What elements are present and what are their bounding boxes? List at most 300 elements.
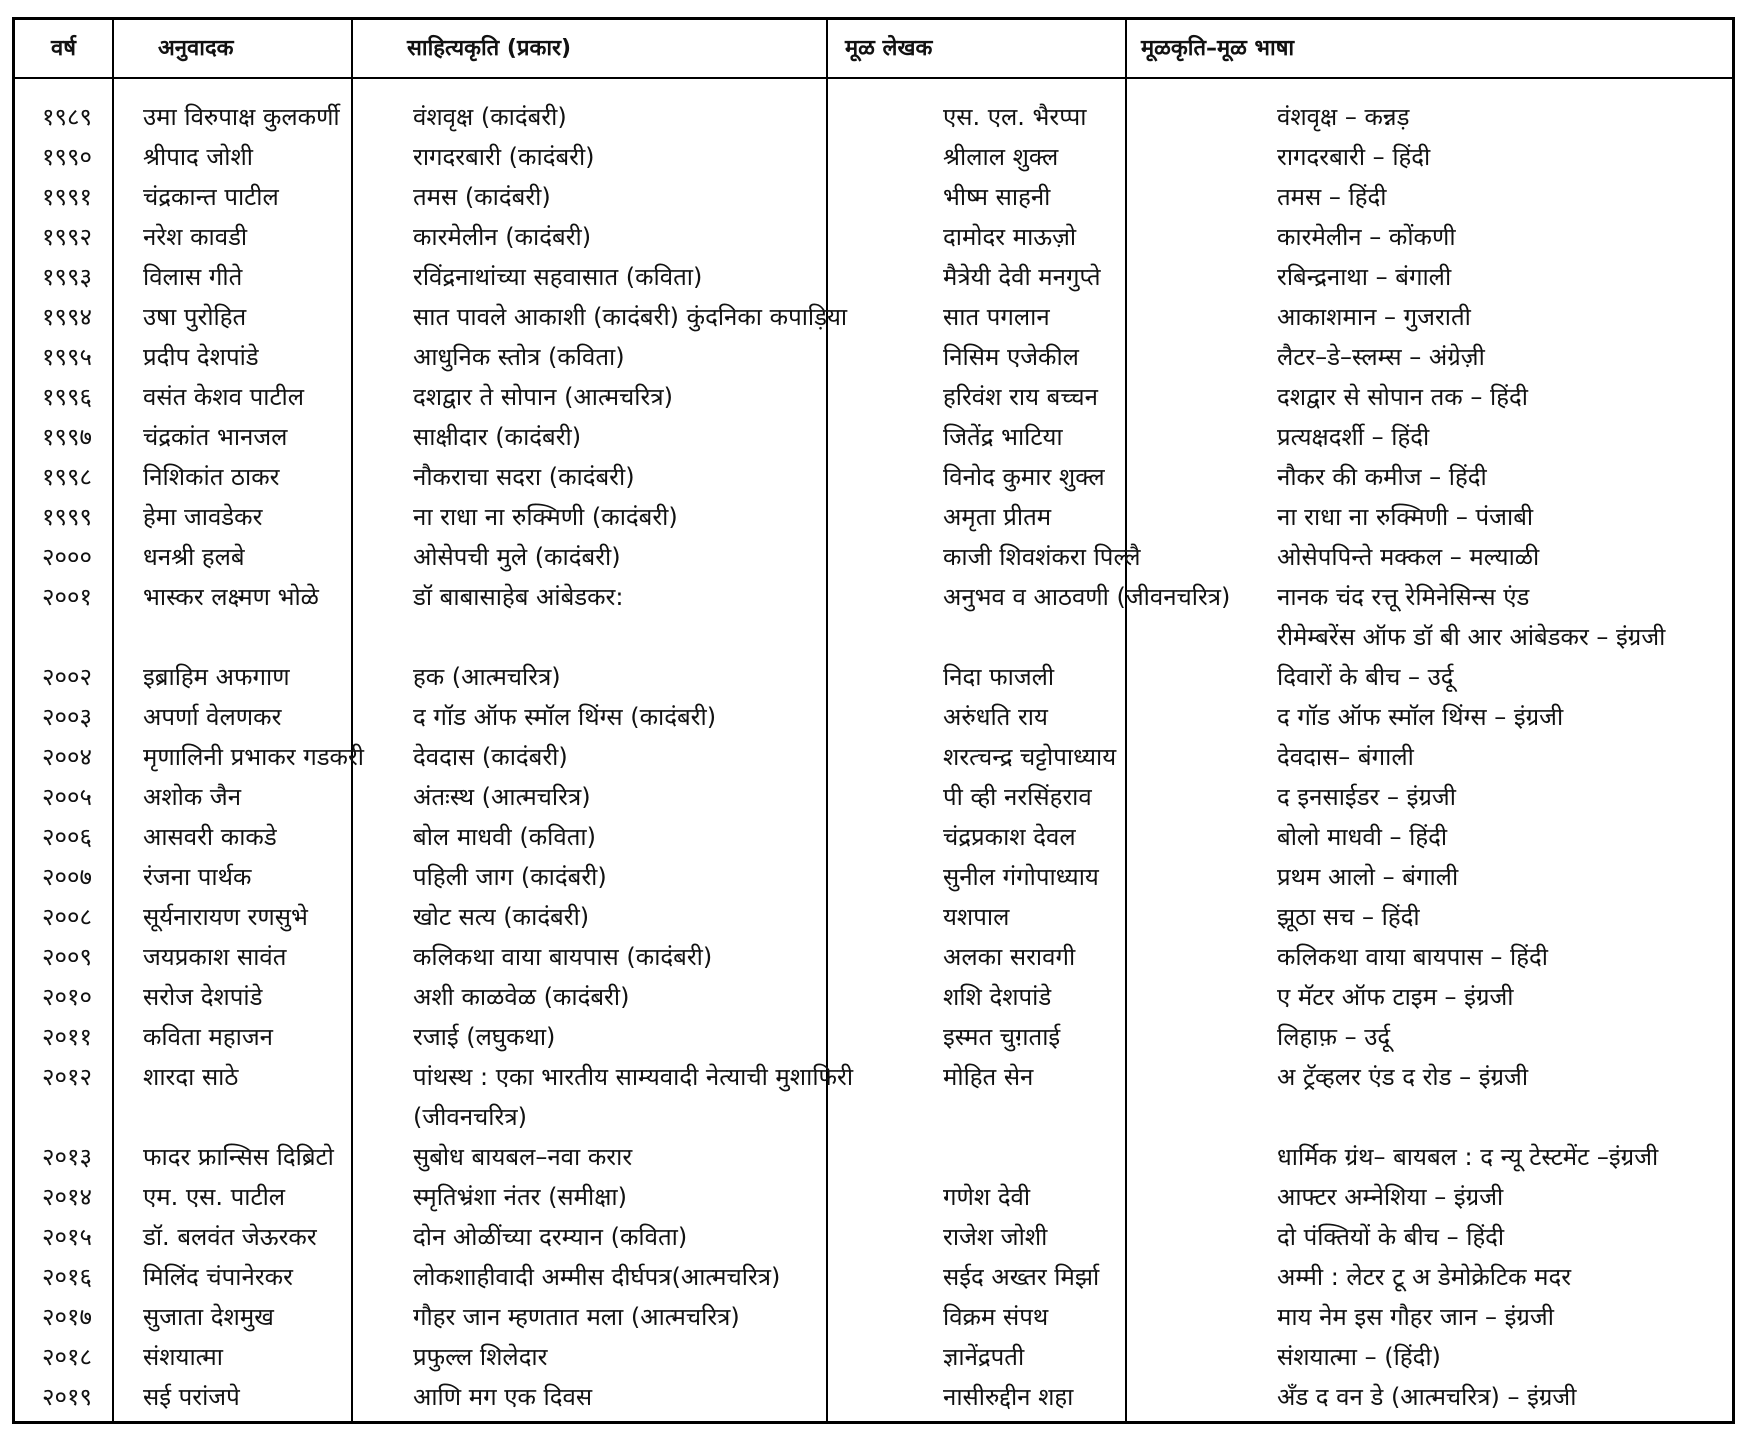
translator-cell <box>143 1297 393 1337</box>
cell-text: मैत्रेयी देवी मनगुप्ते <box>943 263 1101 291</box>
table-row <box>15 377 1732 417</box>
year-cell <box>42 497 122 537</box>
original-author-cell <box>943 337 1263 377</box>
cell-text: श्रीलाल शुक्ल <box>943 143 1059 171</box>
header-original-work-language: मूळकृति–मूळ भाषा <box>1141 36 1295 61</box>
cell-text: २००४ <box>42 743 92 771</box>
work-cell <box>413 1297 933 1337</box>
original-author-cell <box>943 937 1263 977</box>
cell-text: सुजाता देशमुख <box>143 1303 274 1331</box>
cell-text: ए मॅटर ऑफ टाइम – इंग्रजी <box>1277 983 1514 1011</box>
cell-text: सात पगलान <box>943 303 1050 331</box>
cell-text: शशि देशपांडे <box>943 983 1052 1011</box>
year-cell <box>42 177 122 217</box>
original-work-cell <box>1277 697 1732 737</box>
year-cell <box>42 1297 122 1337</box>
translator-cell <box>143 337 393 377</box>
table-row <box>15 537 1732 577</box>
cell-text: नानक चंद रत्तू रेमिनेसिन्स एंड <box>1277 583 1530 611</box>
cell-text: द गॉड ऑफ स्मॉल थिंग्स (कादंबरी) <box>413 703 717 731</box>
translator-cell <box>143 817 393 857</box>
cell-text: २०१५ <box>42 1223 92 1251</box>
table-row <box>15 97 1732 137</box>
table-row <box>15 297 1732 337</box>
table-row <box>15 737 1732 777</box>
table-row <box>15 177 1732 217</box>
translator-cell <box>143 1057 393 1097</box>
cell-text: देवदास (कादंबरी) <box>413 743 568 771</box>
work-cell <box>413 297 933 337</box>
cell-text: अपर्णा वेलणकर <box>143 703 282 731</box>
year-cell <box>42 1217 122 1257</box>
translator-cell <box>143 1337 393 1377</box>
table-row <box>15 1337 1732 1377</box>
cell-text: ओसेपपिन्ते मक्कल – मल्याळी <box>1277 543 1540 571</box>
translator-cell <box>143 897 393 937</box>
cell-text: १९९९ <box>42 503 92 531</box>
cell-text: धनश्री हलबे <box>143 543 245 571</box>
cell-text: नौकराचा सदरा (कादंबरी) <box>413 463 635 491</box>
cell-text: १९९० <box>42 143 92 171</box>
original-author-cell <box>943 857 1263 897</box>
cell-text: १९९२ <box>42 223 92 251</box>
cell-text: जयप्रकाश सावंत <box>143 943 287 971</box>
original-work-cell <box>1277 137 1732 177</box>
cell-text: डॉ. बलवंत जेऊरकर <box>143 1223 317 1251</box>
cell-text: मृणालिनी प्रभाकर गडकरी <box>143 743 365 771</box>
cell-text: कारमेलीन – कोंकणी <box>1277 223 1456 251</box>
cell-text: खोट सत्य (कादंबरी) <box>413 903 590 931</box>
table-row <box>15 257 1732 297</box>
translator-cell <box>143 217 393 257</box>
cell-text: निसिम एजेकील <box>943 343 1079 371</box>
cell-text: रागदरबारी – हिंदी <box>1277 143 1431 171</box>
cell-text: २०१४ <box>42 1183 92 1211</box>
cell-text: २०१७ <box>42 1303 92 1331</box>
cell-text: साक्षीदार (कादंबरी) <box>413 423 582 451</box>
cell-text: २०१६ <box>42 1263 92 1291</box>
work-cell <box>413 457 933 497</box>
cell-text: चंद्रकांत भानजल <box>143 423 288 451</box>
year-cell <box>42 777 122 817</box>
translator-cell <box>143 497 393 537</box>
original-work-cell <box>1277 737 1732 777</box>
original-work-cell <box>1277 817 1732 857</box>
cell-text: एम. एस. पाटील <box>143 1183 286 1211</box>
work-cell <box>413 1337 933 1377</box>
year-cell <box>42 857 122 897</box>
year-cell <box>42 577 122 617</box>
original-work-cell <box>1277 1217 1732 1257</box>
cell-text: उषा पुरोहित <box>143 303 247 331</box>
cell-text: २००२ <box>42 663 92 691</box>
translation-award-table <box>12 17 1735 1424</box>
cell-text: अरुंधति राय <box>943 703 1048 731</box>
original-author-cell <box>943 97 1263 137</box>
cell-text: दोन ओळींच्या दरम्यान (कविता) <box>413 1223 688 1251</box>
table-row <box>15 817 1732 857</box>
cell-text: लैटर–डे–स्लम्स – अंग्रेज़ी <box>1277 343 1485 371</box>
translator-cell <box>143 1137 393 1177</box>
cell-text-continued: (जीवनचरित्र) <box>413 1103 527 1131</box>
original-work-cell <box>1277 1057 1732 1097</box>
cell-text: प्रत्यक्षदर्शी – हिंदी <box>1277 423 1430 451</box>
table-row <box>15 977 1732 1017</box>
cell-text: २०१९ <box>42 1383 92 1411</box>
work-cell <box>413 97 933 137</box>
translator-cell <box>143 257 393 297</box>
cell-text: २००० <box>42 543 92 571</box>
cell-text: निशिकांत ठाकर <box>143 463 280 491</box>
work-cell <box>413 1217 933 1257</box>
original-author-cell <box>943 217 1263 257</box>
cell-text: १९८९ <box>42 103 92 131</box>
cell-text: द गॉड ऑफ स्मॉल थिंग्स – इंग्रजी <box>1277 703 1564 731</box>
work-cell <box>413 537 933 577</box>
table-row <box>15 1257 1732 1297</box>
work-cell <box>413 577 933 617</box>
cell-text: २०१३ <box>42 1143 92 1171</box>
work-cell <box>413 1257 933 1297</box>
cell-text: २००५ <box>42 783 92 811</box>
table-row <box>15 697 1732 737</box>
cell-text: आणि मग एक दिवस <box>413 1383 593 1411</box>
cell-text: २००१ <box>42 583 92 611</box>
work-cell <box>413 497 933 537</box>
cell-text: ॲंड द वन डे (आत्मचरित्र) – इंग्रजी <box>1277 1383 1577 1411</box>
cell-text: भास्कर लक्ष्मण भोळे <box>143 583 319 611</box>
cell-text: प्रथम आलो – बंगाली <box>1277 863 1459 891</box>
cell-text: पी व्ही नरसिंहराव <box>943 783 1092 811</box>
table-row <box>15 657 1732 697</box>
original-author-cell <box>943 1297 1263 1337</box>
original-work-cell <box>1277 1257 1732 1297</box>
cell-text: भीष्म साहनी <box>943 183 1051 211</box>
table-row <box>15 1017 1732 1057</box>
translator-cell <box>143 1177 393 1217</box>
cell-text: मिलिंद चंपानेरकर <box>143 1263 293 1291</box>
cell-text: कारमेलीन (कादंबरी) <box>413 223 592 251</box>
translator-cell <box>143 657 393 697</box>
cell-text: इस्मत चुग़ताई <box>943 1023 1061 1051</box>
translator-cell <box>143 457 393 497</box>
original-work-cell <box>1277 657 1732 697</box>
work-cell <box>413 417 933 457</box>
original-author-cell <box>943 737 1263 777</box>
original-author-cell <box>943 177 1263 217</box>
cell-text: २००७ <box>42 863 92 891</box>
original-author-cell <box>943 1337 1263 1377</box>
original-work-cell <box>1277 1177 1732 1217</box>
table-row <box>15 497 1732 537</box>
original-author-cell <box>943 777 1263 817</box>
work-cell <box>413 1377 933 1417</box>
cell-text: ज्ञानेंद्रपती <box>943 1343 1025 1371</box>
year-cell <box>42 657 122 697</box>
cell-text: रबिन्द्रनाथा – बंगाली <box>1277 263 1452 291</box>
cell-text: वंशवृक्ष (कादंबरी) <box>413 103 567 131</box>
translator-cell <box>143 977 393 1017</box>
year-cell <box>42 697 122 737</box>
cell-text: बोल माधवी (कविता) <box>413 823 596 851</box>
cell-text: गौहर जान म्हणतात मला (आत्मचरित्र) <box>413 1303 740 1331</box>
header-original-author: मूळ लेखक <box>845 36 933 61</box>
cell-text: २०१२ <box>42 1063 92 1091</box>
cell-text: सूर्यनारायण रणसुभे <box>143 903 308 931</box>
cell-text: दशद्वार ते सोपान (आत्मचरित्र) <box>413 383 673 411</box>
cell-text: इब्राहिम अफगाण <box>143 663 290 691</box>
translator-cell <box>143 1017 393 1057</box>
table-row <box>15 1377 1732 1417</box>
cell-text: दामोदर माऊज़ो <box>943 223 1077 251</box>
cell-text: हेमा जावडेकर <box>143 503 263 531</box>
original-author-cell <box>943 257 1263 297</box>
cell-text: प्रदीप देशपांडे <box>143 343 259 371</box>
cell-text: सई परांजपे <box>143 1383 240 1411</box>
translator-cell <box>143 417 393 457</box>
year-cell <box>42 897 122 937</box>
cell-text: अलका सरावगी <box>943 943 1076 971</box>
year-cell <box>42 977 122 1017</box>
translator-cell <box>143 777 393 817</box>
original-author-cell <box>943 457 1263 497</box>
original-work-cell <box>1277 1137 1732 1177</box>
cell-text: माय नेम इस गौहर जान – इंग्रजी <box>1277 1303 1554 1331</box>
original-author-cell <box>943 297 1263 337</box>
cell-text: अशोक जैन <box>143 783 242 811</box>
cell-text: तमस – हिंदी <box>1277 183 1387 211</box>
work-cell <box>413 697 933 737</box>
cell-text: १९९७ <box>42 423 92 451</box>
original-author-cell <box>943 897 1263 937</box>
cell-text: लोकशाहीवादी अम्मीस दीर्घपत्र(आत्मचरित्र) <box>413 1263 781 1291</box>
year-cell <box>42 377 122 417</box>
cell-text: २०१० <box>42 983 92 1011</box>
translator-cell <box>143 697 393 737</box>
work-cell <box>413 1177 933 1217</box>
cell-text: २०११ <box>42 1023 92 1051</box>
work-cell <box>413 657 933 697</box>
original-work-cell <box>1277 537 1732 577</box>
cell-text: २००९ <box>42 943 92 971</box>
cell-text: दो पंक्तियों के बीच – हिंदी <box>1277 1223 1505 1251</box>
work-cell <box>413 137 933 177</box>
translator-cell <box>143 1377 393 1417</box>
cell-text: धार्मिक ग्रंथ– बायबल : द न्यू टेस्टमेंट –इंग्रजी <box>1277 1143 1659 1171</box>
cell-text: अंतःस्थ (आत्मचरित्र) <box>413 783 591 811</box>
cell-text: फादर फ्रान्सिस दिब्रिटो <box>143 1143 334 1171</box>
original-author-cell <box>943 1217 1263 1257</box>
cell-text: २००३ <box>42 703 92 731</box>
cell-text: सुनील गंगोपाध्याय <box>943 863 1099 891</box>
cell-text: चंद्रप्रकाश देवल <box>943 823 1076 851</box>
original-work-cell <box>1277 857 1732 897</box>
original-work-cell <box>1277 1377 1732 1417</box>
translator-cell <box>143 737 393 777</box>
cell-text: कलिकथा वाया बायपास – हिंदी <box>1277 943 1548 971</box>
cell-text: विलास गीते <box>143 263 243 291</box>
cell-text: २००६ <box>42 823 92 851</box>
original-author-cell <box>943 417 1263 457</box>
year-cell <box>42 1377 122 1417</box>
cell-text: ना राधा ना रुक्मिणी – पंजाबी <box>1277 503 1534 531</box>
cell-text: सरोज देशपांडे <box>143 983 263 1011</box>
table-row <box>15 937 1732 977</box>
original-work-cell <box>1277 937 1732 977</box>
translator-cell <box>143 137 393 177</box>
cell-text: उमा विरुपाक्ष कुलकर्णी <box>143 103 340 131</box>
cell-text: आकाशमान – गुजराती <box>1277 303 1471 331</box>
table-row <box>15 1137 1732 1177</box>
original-work-cell <box>1277 1337 1732 1377</box>
work-cell <box>413 1017 933 1057</box>
original-work-cell <box>1277 497 1732 537</box>
cell-text: श्रीपाद जोशी <box>143 143 253 171</box>
original-author-cell <box>943 537 1263 577</box>
cell-text: झूठा सच – हिंदी <box>1277 903 1420 931</box>
original-author-cell <box>943 1017 1263 1057</box>
original-author-cell <box>943 137 1263 177</box>
original-author-cell <box>943 1377 1263 1417</box>
original-author-cell <box>943 497 1263 537</box>
table-row <box>15 577 1732 657</box>
cell-text-continued: रीमेम्बरेंस ऑफ डॉ बी आर आंबेडकर – इंग्रजी <box>1277 623 1666 651</box>
cell-text: अम्मी : लेटर टू अ डेमोक्रेटिक मदर <box>1277 1263 1572 1291</box>
original-work-cell <box>1277 297 1732 337</box>
cell-text: विक्रम संपथ <box>943 1303 1049 1331</box>
cell-text: २००८ <box>42 903 92 931</box>
cell-text: कविता महाजन <box>143 1023 273 1051</box>
cell-text: जितेंद्र भाटिया <box>943 423 1063 451</box>
cell-text: नौकर की कमीज – हिंदी <box>1277 463 1487 491</box>
original-author-cell <box>943 1177 1263 1217</box>
cell-text: कलिकथा वाया बायपास (कादंबरी) <box>413 943 713 971</box>
cell-text: स्मृतिभ्रंशा नंतर (समीक्षा) <box>413 1183 628 1211</box>
original-work-cell <box>1277 417 1732 457</box>
work-cell <box>413 1137 933 1177</box>
original-work-cell <box>1277 1017 1732 1057</box>
cell-text: २०१८ <box>42 1343 92 1371</box>
translator-cell <box>143 937 393 977</box>
year-cell <box>42 217 122 257</box>
year-cell <box>42 257 122 297</box>
table-row <box>15 337 1732 377</box>
table-row <box>15 897 1732 937</box>
year-cell <box>42 1257 122 1297</box>
cell-text: अमृता प्रीतम <box>943 503 1052 531</box>
table-row <box>15 777 1732 817</box>
table-row <box>15 457 1732 497</box>
cell-text: वसंत केशव पाटील <box>143 383 305 411</box>
cell-text: सुबोध बायबल–नवा करार <box>413 1143 633 1171</box>
year-cell <box>42 137 122 177</box>
year-cell <box>42 457 122 497</box>
work-cell <box>413 777 933 817</box>
cell-text: आसवरी काकडे <box>143 823 277 851</box>
year-cell <box>42 737 122 777</box>
original-work-cell <box>1277 977 1732 1017</box>
translator-cell <box>143 537 393 577</box>
translator-cell <box>143 297 393 337</box>
cell-text: हरिवंश राय बच्चन <box>943 383 1098 411</box>
table-row <box>15 857 1732 897</box>
cell-text: १९९१ <box>42 183 92 211</box>
cell-text: अनुभव व आठवणी (जीवनचरित्र) <box>943 583 1231 611</box>
cell-text: पांथस्थ : एका भारतीय साम्यवादी नेत्याची मुशाफिरी <box>413 1063 854 1091</box>
cell-text: शरत्चन्द्र चट्टोपाध्याय <box>943 743 1117 771</box>
cell-text: चंद्रकान्त पाटील <box>143 183 279 211</box>
cell-text: सईद अख्तर मिर्झा <box>943 1263 1100 1291</box>
work-cell <box>413 217 933 257</box>
original-work-cell <box>1277 897 1732 937</box>
year-cell <box>42 297 122 337</box>
year-cell <box>42 1137 122 1177</box>
translator-cell <box>143 1217 393 1257</box>
cell-text: रंजना पार्थक <box>143 863 252 891</box>
cell-text: संशयात्मा – (हिंदी) <box>1277 1343 1441 1371</box>
translator-cell <box>143 857 393 897</box>
header-divider <box>15 77 1732 79</box>
translator-cell <box>143 97 393 137</box>
work-cell <box>413 857 933 897</box>
year-cell <box>42 817 122 857</box>
cell-text: १९९५ <box>42 343 92 371</box>
work-cell <box>413 177 933 217</box>
year-cell <box>42 97 122 137</box>
cell-text: निदा फाजली <box>943 663 1055 691</box>
cell-text: तमस (कादंबरी) <box>413 183 551 211</box>
work-cell <box>413 897 933 937</box>
cell-text: काजी शिवशंकरा पिल्लै <box>943 543 1141 571</box>
year-cell <box>42 1017 122 1057</box>
cell-text: द इनसाईडर – इंग्रजी <box>1277 783 1456 811</box>
cell-text: शारदा साठे <box>143 1063 239 1091</box>
table-row <box>15 1057 1732 1137</box>
original-author-cell <box>943 577 1263 617</box>
work-cell <box>413 977 933 1017</box>
cell-text: आफ्टर अम्नेशिया – इंग्रजी <box>1277 1183 1504 1211</box>
original-author-cell <box>943 1257 1263 1297</box>
original-work-cell <box>1277 257 1732 297</box>
table-row <box>15 417 1732 457</box>
original-work-cell <box>1277 457 1732 497</box>
cell-text: सात पावले आकाशी (कादंबरी) कुंदनिका कपाड़िया <box>413 303 848 331</box>
original-author-cell <box>943 657 1263 697</box>
cell-text: वंशवृक्ष – कन्नड़ <box>1277 103 1410 131</box>
year-cell <box>42 1337 122 1377</box>
year-cell <box>42 337 122 377</box>
cell-text: अशी काळवेळ (कादंबरी) <box>413 983 630 1011</box>
table-row <box>15 1297 1732 1337</box>
original-work-cell <box>1277 1297 1732 1337</box>
cell-text: संशयात्मा <box>143 1343 223 1371</box>
cell-text: पहिली जाग (कादंबरी) <box>413 863 607 891</box>
cell-text: देवदास– बंगाली <box>1277 743 1414 771</box>
work-cell <box>413 257 933 297</box>
original-work-cell <box>1277 777 1732 817</box>
original-work-cell <box>1277 377 1732 417</box>
cell-text: राजेश जोशी <box>943 1223 1048 1251</box>
year-cell <box>42 537 122 577</box>
cell-text: आधुनिक स्तोत्र (कविता) <box>413 343 625 371</box>
translator-cell <box>143 377 393 417</box>
work-cell <box>413 937 933 977</box>
year-cell <box>42 937 122 977</box>
cell-text: नासीरुद्दीन शहा <box>943 1383 1074 1411</box>
cell-text: यशपाल <box>943 903 1010 931</box>
cell-text: १९९३ <box>42 263 92 291</box>
cell-text: विनोद कुमार शुक्ल <box>943 463 1105 491</box>
